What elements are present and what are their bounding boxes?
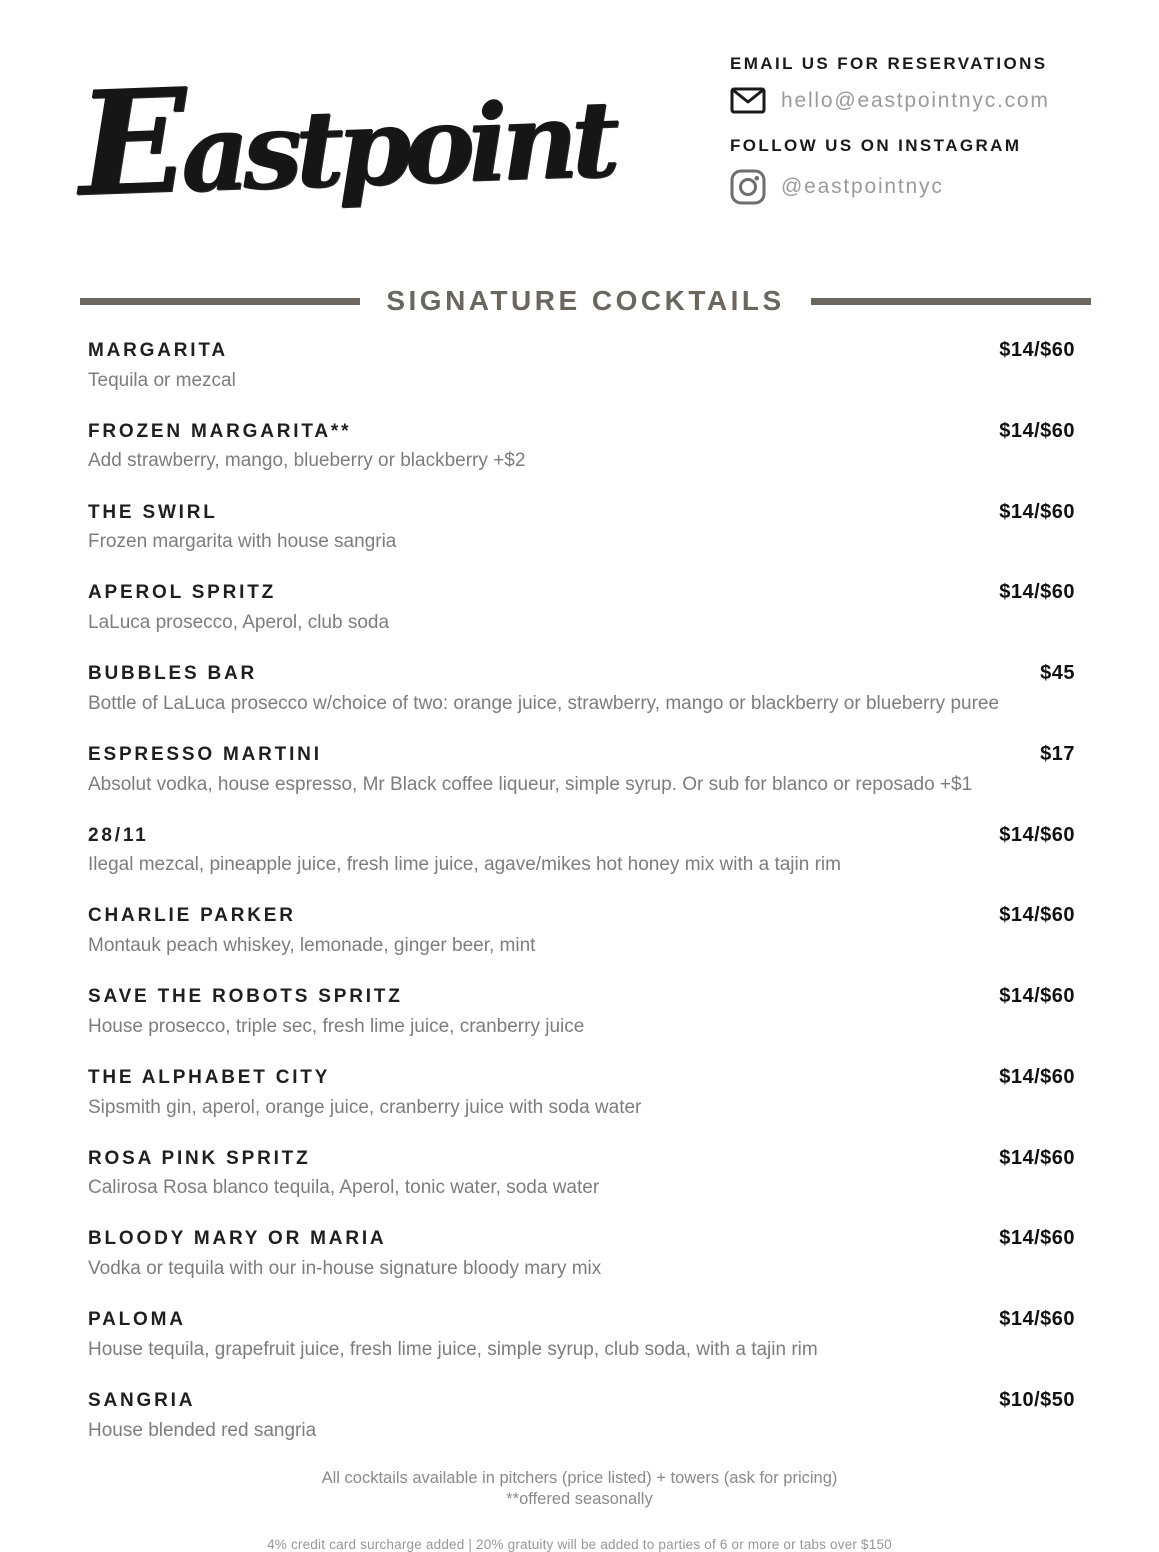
- menu-item-head: [88, 337, 1075, 364]
- menu-item-price: $14/$60: [999, 1065, 1075, 1088]
- menu-item-description: Bottle of LaLuca prosecco w/choice of two: orange juice, strawberry, mango or blackberry or blueberry puree: [88, 692, 1000, 714]
- menu-item-description: LaLuca prosecco, Aperol, club soda: [88, 611, 390, 633]
- menu-item: [88, 499, 1075, 555]
- menu-item-description: Add strawberry, mango, blueberry or blackberry +$2: [88, 450, 526, 472]
- menu-item-description: House tequila, grapefruit juice, fresh lime juice, simple syrup, club soda, with a tajin rim: [88, 1338, 818, 1360]
- envelope-icon: [730, 87, 766, 114]
- fine-print: 4% credit card surcharge added | 20% gratuity will be added to parties of 6 or more or tabs over $150: [267, 1536, 892, 1552]
- menu-item-price: $14/$60: [999, 339, 1075, 361]
- menu-item: [88, 983, 1075, 1039]
- menu-item-name: FROZEN MARGARITA**: [88, 420, 352, 442]
- menu-item-head: [88, 1145, 1075, 1172]
- menu-item-description: Tequila or mezcal: [88, 369, 236, 391]
- menu-item-head: [88, 1387, 1075, 1414]
- menu-item: [88, 902, 1075, 958]
- menu-item-description: House blended red sangria: [88, 1419, 317, 1441]
- email-address[interactable]: hello@eastpointnyc.com: [781, 88, 1050, 112]
- menu-item-name: SAVE THE ROBOTS SPRITZ: [88, 986, 403, 1008]
- menu-item-price: $14/$60: [999, 419, 1075, 442]
- menu-item: [88, 579, 1075, 635]
- menu-item-description: Calirosa Rosa blanco tequila, Aperol, tonic water, soda water: [88, 1177, 600, 1199]
- footer-notes: [0, 1468, 1159, 1511]
- footer-note-seasonal: **offered seasonally: [506, 1490, 653, 1509]
- menu-item-name: PALOMA: [88, 1309, 186, 1331]
- section-divider: [80, 285, 1091, 317]
- menu-item: [88, 1306, 1075, 1362]
- instagram-icon: [730, 169, 766, 205]
- menu-item-head: [88, 983, 1075, 1010]
- menu-item: [88, 660, 1075, 716]
- menu-item-head: [88, 902, 1075, 929]
- menu-item: [88, 741, 1075, 797]
- brand-logo: [75, 46, 615, 229]
- menu-item-price: $14/$60: [999, 823, 1075, 846]
- menu-item-price: $14/$60: [999, 1146, 1075, 1169]
- menu-item-description: Absolut vodka, house espresso, Mr Black coffee liqueur, simple syrup. Or sub for blanco or reposado +$1: [88, 773, 973, 795]
- menu-item-name: MARGARITA: [88, 340, 228, 361]
- email-row: [730, 87, 1075, 114]
- divider-bar-right: [811, 298, 1091, 305]
- menu-item-head: [88, 660, 1075, 687]
- menu-item: [88, 1064, 1075, 1120]
- menu-item-price: $14/$60: [999, 904, 1075, 927]
- menu-item: [88, 1387, 1075, 1443]
- menu-item-name: THE SWIRL: [88, 501, 218, 523]
- menu-item-head: [88, 1306, 1075, 1333]
- menu-item-name: ESPRESSO MARTINI: [88, 743, 322, 765]
- divider-bar-left: [80, 298, 360, 305]
- menu-item-name: BLOODY MARY OR MARIA: [88, 1228, 387, 1250]
- menu-item: [88, 822, 1075, 878]
- menu-item-description: Frozen margarita with house sangria: [88, 531, 397, 553]
- menu-item-head: [88, 579, 1075, 606]
- header: [0, 0, 1159, 227]
- menu-item-name: ROSA PINK SPRITZ: [88, 1147, 311, 1169]
- menu-item-description: Montauk peach whiskey, lemonade, ginger beer, mint: [88, 935, 536, 957]
- menu-item-description: Ilegal mezcal, pineapple juice, fresh lime juice, agave/mikes hot honey mix with a tajin rim: [88, 854, 841, 876]
- menu-item: [88, 418, 1075, 474]
- menu-item: [88, 1225, 1075, 1281]
- menu-item-head: [88, 418, 1075, 445]
- section-title: SIGNATURE COCKTAILS: [386, 285, 785, 316]
- menu-item-name: BUBBLES BAR: [88, 663, 258, 685]
- menu-item-name: 28/11: [88, 824, 149, 846]
- menu-item-description: Vodka or tequila with our in-house signature bloody mary mix: [88, 1258, 602, 1280]
- contact-block: [730, 40, 1075, 227]
- menu-item-price: $14/$60: [999, 1227, 1075, 1250]
- menu-item-description: Sipsmith gin, aperol, orange juice, cranberry juice with soda water: [88, 1096, 642, 1118]
- menu-item-price: $17: [1040, 742, 1075, 765]
- menu-item-name: APEROL SPRITZ: [88, 582, 277, 604]
- menu-item-name: SANGRIA: [88, 1389, 196, 1411]
- menu-item-description: House prosecco, triple sec, fresh lime juice, cranberry juice: [88, 1015, 585, 1037]
- menu-item-head: [88, 1064, 1075, 1091]
- menu-item-price: $10/$50: [999, 1388, 1075, 1411]
- menu-item: [88, 337, 1075, 393]
- menu-item-head: [88, 822, 1075, 849]
- menu-item-name: CHARLIE PARKER: [88, 905, 296, 927]
- menu-item-price: $14/$60: [999, 500, 1075, 523]
- menu-item-price: $14/$60: [999, 985, 1075, 1008]
- menu-item-price: $14/$60: [999, 1308, 1075, 1331]
- menu-item: [88, 1145, 1075, 1201]
- menu-item-head: [88, 499, 1075, 526]
- menu-item-head: [88, 1225, 1075, 1252]
- menu-item-name: THE ALPHABET CITY: [88, 1066, 331, 1088]
- instagram-row: [730, 169, 1075, 205]
- instagram-heading: FOLLOW US ON INSTAGRAM: [730, 136, 1022, 155]
- instagram-handle[interactable]: @eastpointnyc: [781, 175, 944, 198]
- menu-item-price: $45: [1040, 662, 1075, 685]
- menu-list: [88, 337, 1075, 1443]
- email-heading: EMAIL US FOR RESERVATIONS: [730, 54, 1048, 73]
- brand-logo-text: Eastpoint: [75, 56, 615, 229]
- menu-item-price: $14/$60: [999, 581, 1075, 604]
- footer-note-pitchers: All cocktails available in pitchers (price listed) + towers (ask for pricing): [321, 1468, 838, 1487]
- menu-item-head: [88, 741, 1075, 768]
